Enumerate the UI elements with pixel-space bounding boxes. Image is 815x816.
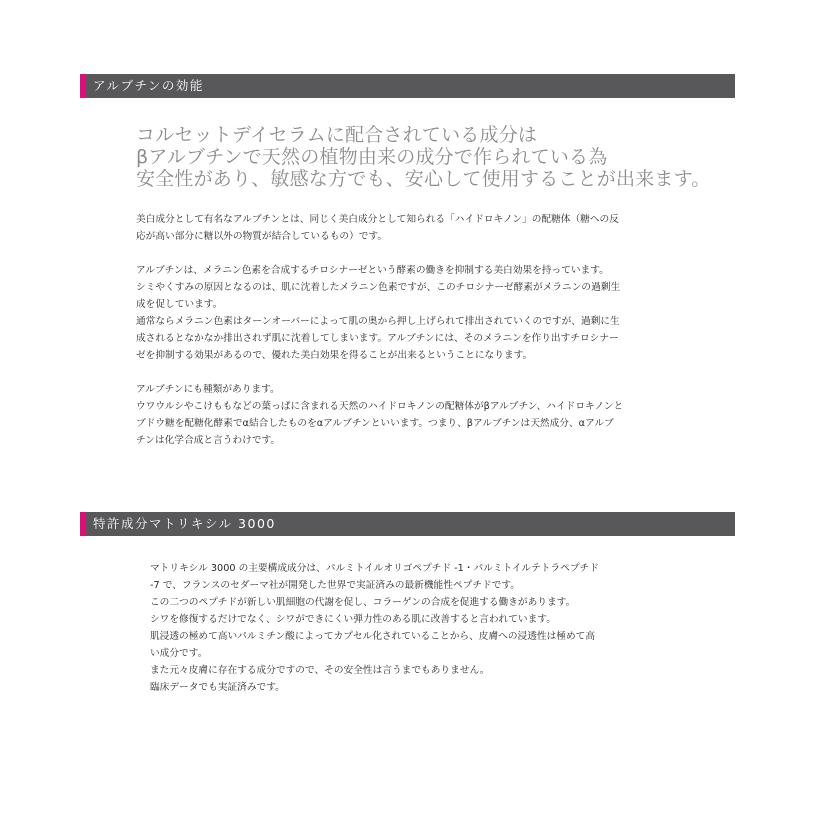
paragraph-line: ウワウルシやこけももなどの葉っぱに含まれる天然のハイドロキノンの配糖体がβアルブチン、ハイドロキノンと <box>136 401 624 412</box>
matrixyl-description <box>150 560 650 696</box>
paragraph-line: い成分です。 <box>150 648 208 659</box>
paragraph-line: また元々皮膚に存在する成分ですので、その安全性は言うまでもありません。 <box>150 665 490 676</box>
section-title-matrixyl: 特許成分マトリキシル 3000 <box>93 516 276 531</box>
paragraph-line: ブドウ糖を配糖化酵素でα結合したものをαアルブチンといいます。つまり、βアルブチンは天然成分、αアルブ <box>136 418 614 429</box>
paragraph-line: ゼを抑制する効果があるので、優れた美白効果を得ることが出来るということになります。 <box>136 350 533 361</box>
paragraph-gap <box>136 245 696 262</box>
paragraph-line: チンは化学合成と言うわけです。 <box>136 435 281 446</box>
paragraph-line: シワを修復するだけでなく、シワができにくい弾力性のある肌に改善すると言われています。 <box>150 614 556 625</box>
arbutin-description <box>136 211 696 449</box>
paragraph-line: アルブチンにも種類があります。 <box>136 384 280 395</box>
paragraph-line: 成を促しています。 <box>136 299 223 310</box>
section-header-arbutin <box>80 74 735 98</box>
section-title-arbutin: アルブチンの効能 <box>93 78 204 93</box>
paragraph-line: マトリキシル 3000 の主要構成成分は、パルミトイルオリゴペプチド -1・パルミトイルテトラペプチド <box>150 563 599 574</box>
paragraph-line: 通常ならメラニン色素はターンオーバーによって肌の奥から押し上げられて排出されていくのですが、過剰に生 <box>136 316 620 327</box>
lead-line: コルセットデイセラムに配合されている成分は <box>136 124 538 146</box>
paragraph-gap <box>136 364 696 381</box>
paragraph-line: 臨床データでも実証済みです。 <box>150 682 285 693</box>
paragraph-line: 肌浸透の極めて高いパルミチン酸によってカプセル化されていることから、皮膚への浸透性は極めて高 <box>150 631 596 642</box>
paragraph-line: 成されるとなかなか排出されず肌に沈着してしまいます。アルブチンには、そのメラニンを作り出すチロシナー <box>136 333 619 344</box>
section-header-matrixyl <box>80 512 735 536</box>
paragraph-line: この二つのペプチドが新しい肌細胞の代謝を促し、コラーゲンの合成を促進する働きがあります。 <box>150 597 576 608</box>
paragraph-line: 美白成分として有名なアルブチンとは、同じく美白成分として知られる「ハイドロキノン」の配糖体（糖への反 <box>136 214 619 225</box>
paragraph-line: -7 で、フランスのセダーマ社が開発した世界で実証済みの最新機能性ペプチドです。 <box>150 580 520 591</box>
paragraph-line: アルブチンは、メラニン色素を合成するチロシナーゼという酵素の働きを抑制する美白効果を持っています。 <box>136 265 609 276</box>
lead-line: 安全性があり、敏感な方でも、安心して使用することが出来ます。 <box>136 168 711 190</box>
lead-statement <box>136 124 736 190</box>
paragraph-line: 応が高い部分に糖以外の物質が結合しているもの）です。 <box>136 231 388 242</box>
lead-line: βアルブチンで天然の植物由来の成分で作られている為 <box>136 146 608 168</box>
paragraph-line: シミやくすみの原因となるのは、肌に沈着したメラニン色素ですが、このチロシナーゼ酵素がメラニンの過剰生 <box>136 282 621 293</box>
